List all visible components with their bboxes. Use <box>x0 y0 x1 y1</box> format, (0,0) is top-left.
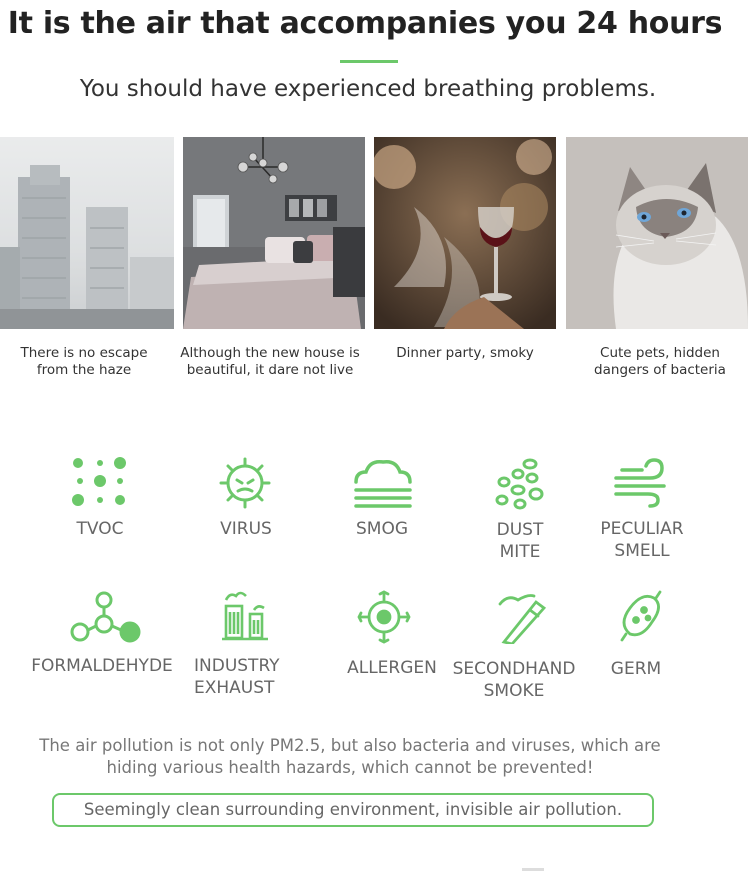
label-line: SMOG <box>355 519 408 539</box>
note-line: The air pollution is not only PM2.5, but also bacteria and viruses, which are <box>39 736 661 755</box>
allergen-icon <box>356 590 412 648</box>
dust-mite-icon <box>492 456 548 516</box>
molecule-icon <box>68 590 142 650</box>
title-underline <box>340 60 398 63</box>
label-line: INDUSTRY <box>194 656 280 676</box>
label-line: FORMALDEHYDE <box>31 656 173 676</box>
label-line: MITE <box>499 542 541 562</box>
caption-line: Cute pets, hidden <box>600 345 720 361</box>
scene-caption <box>0 345 168 379</box>
note-line: hiding various health hazards, which cannot be prevented! <box>106 758 594 777</box>
cigarette-icon <box>494 590 552 648</box>
page-title: It is the air that accompanies you 24 hours <box>7 6 723 41</box>
caption-line: Dinner party, smoky <box>396 345 534 361</box>
caption-line: Although the new house is <box>180 345 360 361</box>
pollutant-label <box>590 518 694 562</box>
virus-icon <box>216 456 274 514</box>
germ-icon <box>616 590 666 646</box>
scene-caption <box>374 345 556 362</box>
pollutant-label <box>340 518 424 540</box>
pollutant-label <box>194 655 298 699</box>
label-line: EXHAUST <box>194 678 275 698</box>
label-line: DUST <box>496 520 544 540</box>
pollutant-label <box>598 658 674 680</box>
haze-city-photo <box>0 137 174 329</box>
highlight-banner: Seemingly clean surrounding environment, invisible air pollution. <box>52 793 654 827</box>
pollutant-label <box>478 519 562 563</box>
caption-line: beautiful, it dare not live <box>186 362 354 378</box>
bedroom-photo <box>183 137 365 329</box>
smog-cloud-icon <box>352 458 414 514</box>
label-line: PECULIAR <box>600 519 684 539</box>
pollutant-label <box>446 658 582 702</box>
scene-caption <box>580 345 740 379</box>
label-line: ALLERGEN <box>347 658 437 678</box>
pollutant-label <box>60 518 140 540</box>
caption-line: There is no escape <box>20 345 148 361</box>
scene-caption <box>170 345 370 379</box>
pollutant-label <box>204 518 288 540</box>
label-line: SMELL <box>614 541 670 561</box>
label-line: SECONDHAND <box>452 659 576 679</box>
pollution-note <box>0 735 700 779</box>
cat-photo <box>566 137 748 329</box>
dinner-party-photo <box>374 137 556 329</box>
label-line: VIRUS <box>220 519 272 539</box>
label-line: TVOC <box>76 519 124 539</box>
label-line: SMOKE <box>483 681 545 701</box>
caption-line: dangers of bacteria <box>594 362 726 378</box>
dots-grid-icon <box>72 456 128 512</box>
page-indicator <box>522 868 544 871</box>
caption-line: from the haze <box>36 362 132 378</box>
factory-icon <box>220 590 272 646</box>
page-subtitle: You should have experienced breathing problems. <box>79 76 657 102</box>
pollutant-label <box>24 655 180 677</box>
wind-icon <box>612 458 670 512</box>
pollutant-label <box>340 657 444 679</box>
label-line: GERM <box>610 659 662 679</box>
